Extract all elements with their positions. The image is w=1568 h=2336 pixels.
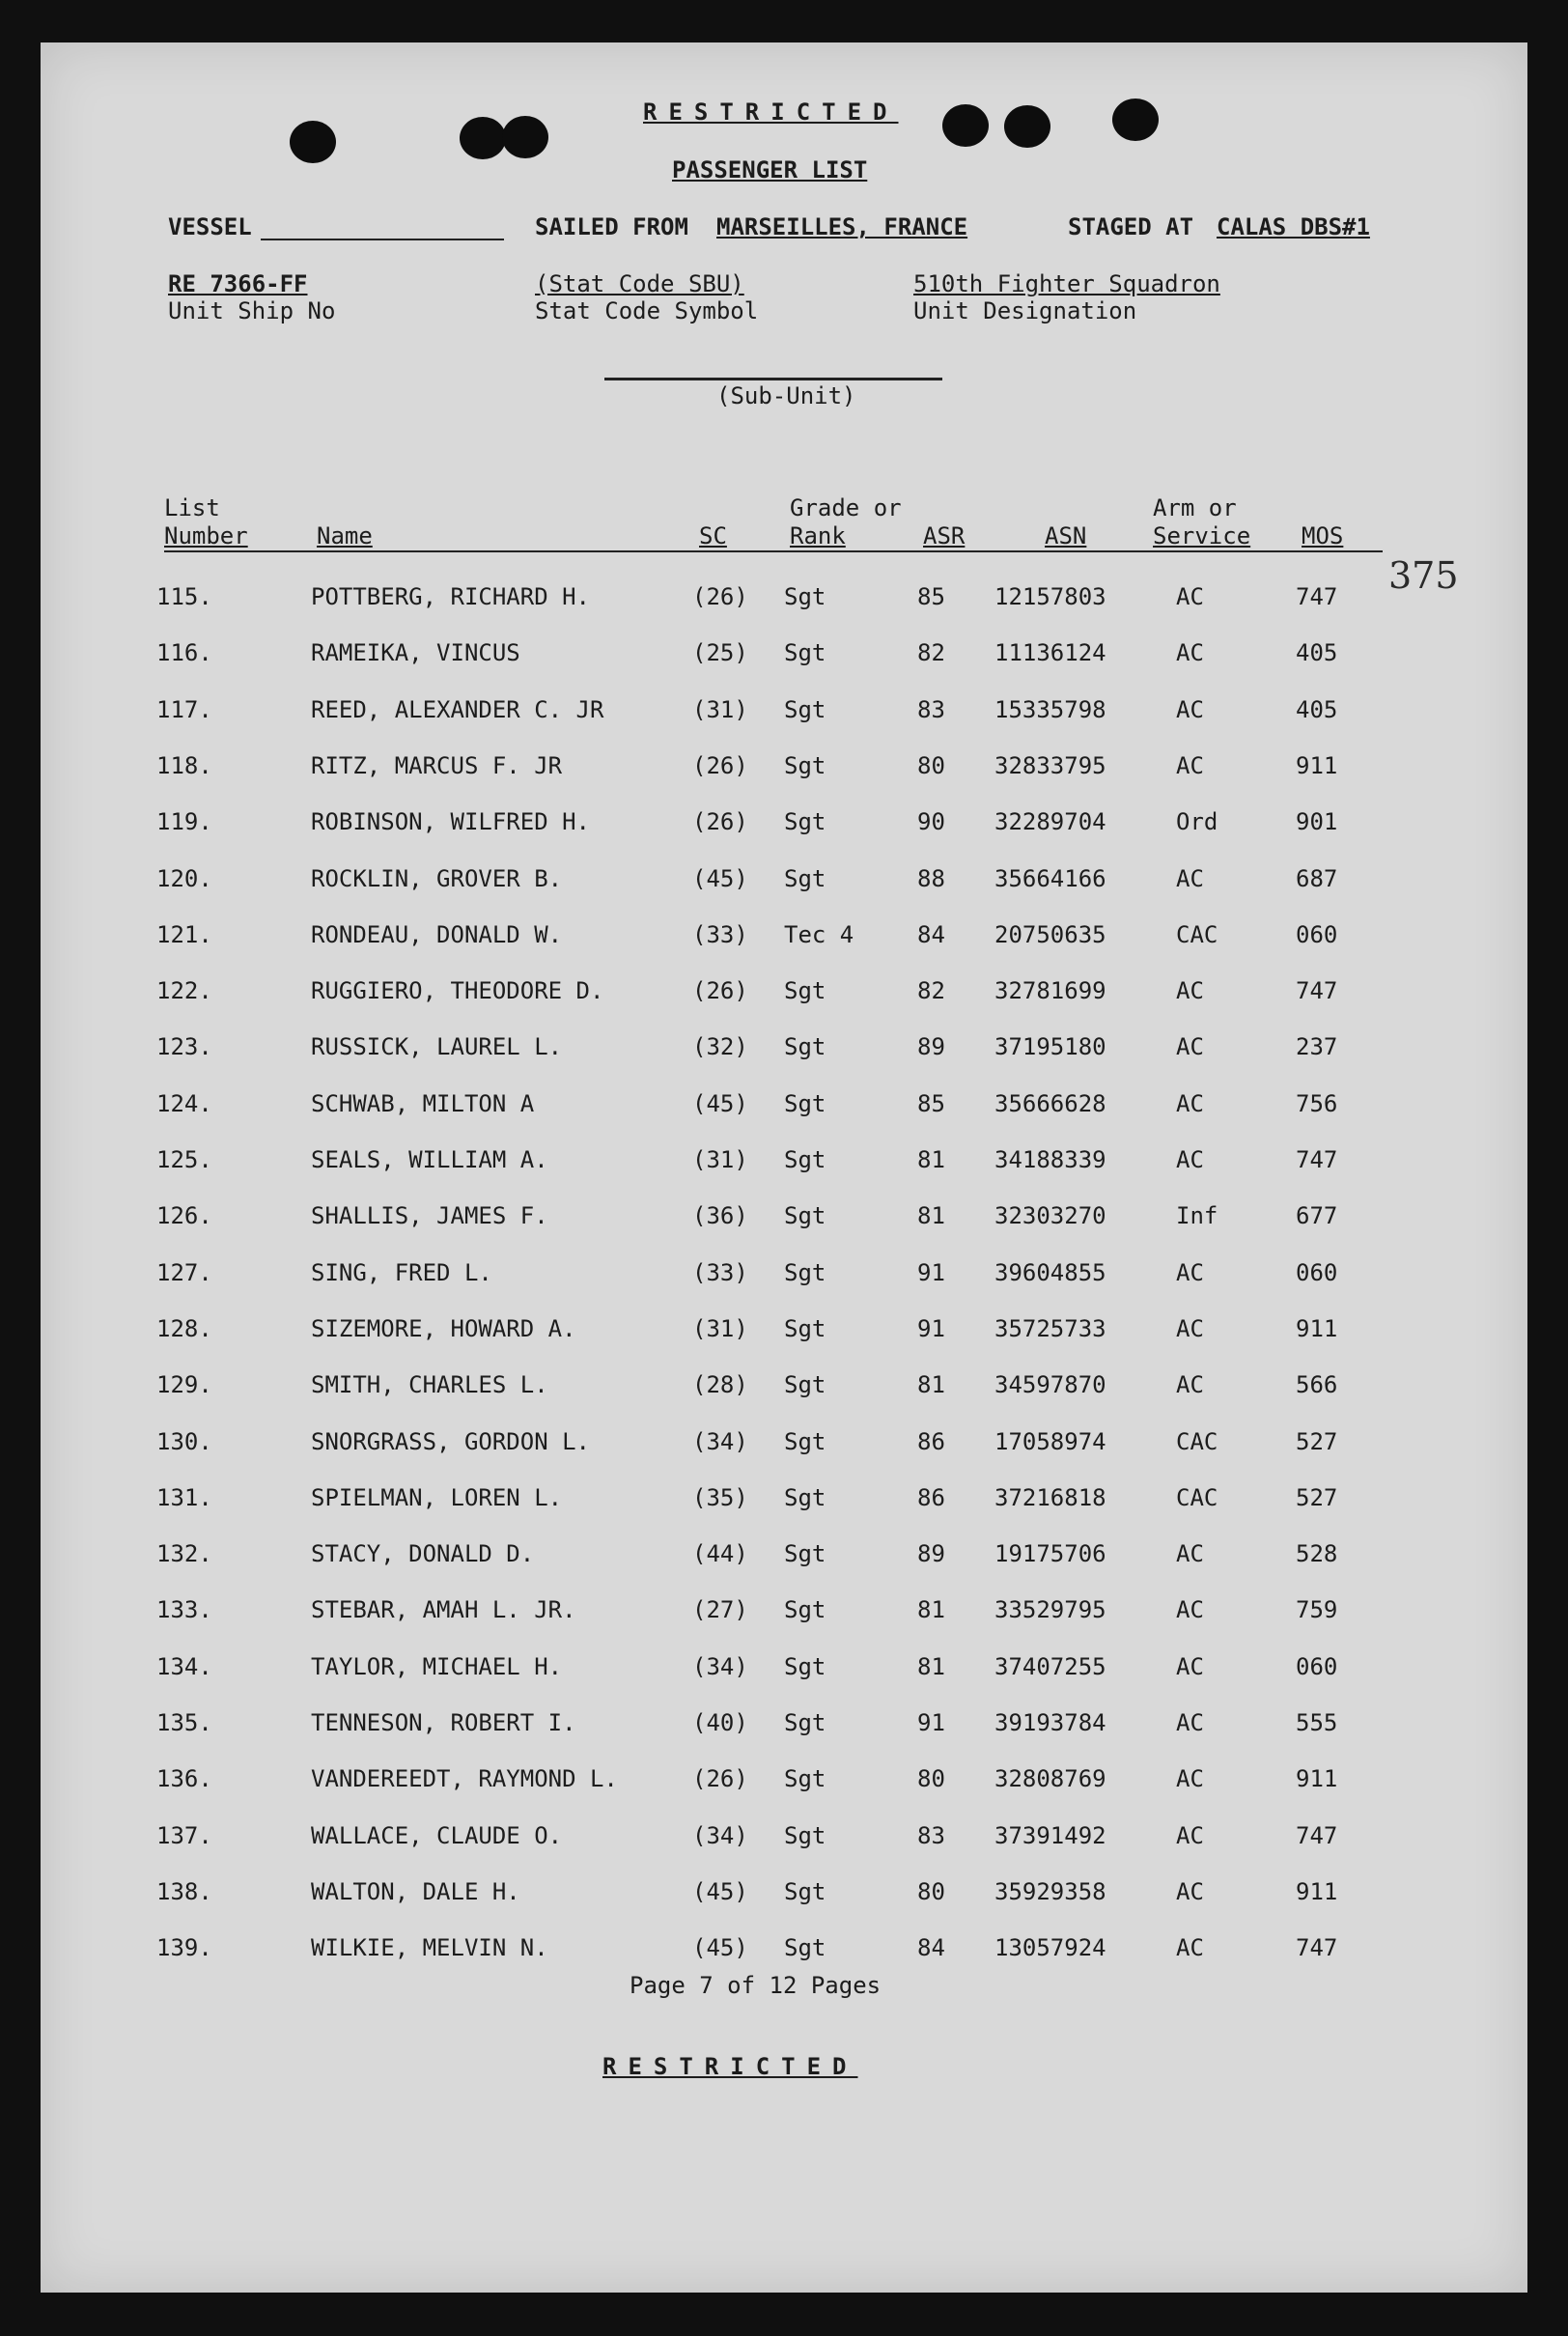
cell-mos: 405	[1296, 695, 1338, 723]
cell-mos: 677	[1296, 1202, 1338, 1230]
cell-sc: (34)	[692, 1652, 748, 1680]
cell-asr: 82	[917, 977, 945, 1005]
cell-name: ROCKLIN, GROVER B.	[311, 864, 563, 892]
cell-grade: Sgt	[784, 751, 826, 779]
cell-asn: 35664166	[994, 864, 1106, 892]
cell-mos: 060	[1296, 1258, 1338, 1286]
cell-grade: Sgt	[784, 1709, 826, 1736]
cell-asr: 80	[917, 751, 945, 779]
cell-arm-service: CAC	[1176, 920, 1218, 948]
cell-name: WALLACE, CLAUDE O.	[311, 1821, 563, 1849]
cell-mos: 911	[1296, 751, 1338, 779]
cell-mos: 566	[1296, 1371, 1338, 1399]
cell-name: SIZEMORE, HOWARD A.	[311, 1314, 576, 1342]
cell-mos: 237	[1296, 1033, 1338, 1061]
cell-arm-service: AC	[1176, 864, 1204, 892]
cell-sc: (31)	[692, 695, 748, 723]
cell-arm-service: Inf	[1176, 1202, 1218, 1230]
cell-asn: 19175706	[994, 1540, 1106, 1568]
cell-arm-service: AC	[1176, 1146, 1204, 1173]
table-row	[41, 1371, 1527, 1410]
cell-grade: Sgt	[784, 695, 826, 723]
cell-arm-service: CAC	[1176, 1483, 1218, 1511]
cell-asr: 81	[917, 1371, 945, 1399]
cell-sc: (31)	[692, 1146, 748, 1173]
document-page	[41, 42, 1527, 2293]
cell-name: TAYLOR, MICHAEL H.	[311, 1652, 563, 1680]
cell-name: WALTON, DALE H.	[311, 1877, 520, 1905]
cell-grade: Sgt	[784, 1033, 826, 1061]
cell-arm-service: CAC	[1176, 1427, 1218, 1455]
sailed-from-label: SAILED FROM	[535, 213, 688, 240]
cell-grade: Sgt	[784, 1089, 826, 1117]
stat-code-label: Stat Code Symbol	[535, 297, 759, 324]
table-row	[41, 1315, 1527, 1354]
cell-sc: (26)	[692, 583, 748, 610]
cell-asn: 32289704	[994, 808, 1106, 836]
cell-mos: 911	[1296, 1765, 1338, 1793]
cell-mos: 747	[1296, 977, 1338, 1005]
cell-sc: (40)	[692, 1709, 748, 1736]
punch-hole	[502, 116, 548, 158]
table-row	[41, 1146, 1527, 1185]
cell-list-number: 117.	[156, 695, 212, 723]
col-grade-line2: Rank	[790, 522, 846, 549]
cell-list-number: 136.	[156, 1765, 212, 1793]
cell-name: RAMEIKA, VINCUS	[311, 639, 520, 667]
page-stamp-number: 375	[1388, 554, 1459, 597]
cell-grade: Sgt	[784, 864, 826, 892]
col-asn: ASN	[1045, 522, 1087, 549]
cell-grade: Sgt	[784, 1540, 826, 1568]
cell-mos: 060	[1296, 1652, 1338, 1680]
cell-name: RUGGIERO, THEODORE D.	[311, 977, 604, 1005]
punch-hole	[1004, 105, 1050, 148]
cell-mos: 911	[1296, 1314, 1338, 1342]
cell-asr: 89	[917, 1033, 945, 1061]
table-row	[41, 808, 1527, 847]
table-row	[41, 1259, 1527, 1298]
table-row	[41, 583, 1527, 622]
cell-asn: 39604855	[994, 1258, 1106, 1286]
cell-name: STEBAR, AMAH L. JR.	[311, 1596, 576, 1624]
cell-arm-service: AC	[1176, 1258, 1204, 1286]
table-row	[41, 752, 1527, 791]
cell-asn: 11136124	[994, 639, 1106, 667]
cell-name: SPIELMAN, LOREN L.	[311, 1483, 563, 1511]
cell-name: SEALS, WILLIAM A.	[311, 1146, 548, 1173]
cell-mos: 687	[1296, 864, 1338, 892]
cell-grade: Sgt	[784, 1371, 826, 1399]
cell-asn: 15335798	[994, 695, 1106, 723]
sailed-from-value: MARSEILLES, FRANCE	[716, 213, 968, 240]
cell-asn: 37216818	[994, 1483, 1106, 1511]
cell-asn: 34188339	[994, 1146, 1106, 1173]
table-row	[41, 696, 1527, 735]
cell-asr: 83	[917, 695, 945, 723]
cell-mos: 060	[1296, 920, 1338, 948]
cell-sc: (45)	[692, 864, 748, 892]
cell-grade: Sgt	[784, 1146, 826, 1173]
table-row	[41, 1596, 1527, 1635]
cell-name: REED, ALEXANDER C. JR	[311, 695, 604, 723]
cell-grade: Sgt	[784, 1258, 826, 1286]
cell-list-number: 138.	[156, 1877, 212, 1905]
table-row	[41, 1033, 1527, 1072]
cell-name: WILKIE, MELVIN N.	[311, 1934, 548, 1962]
cell-asr: 91	[917, 1258, 945, 1286]
table-row	[41, 977, 1527, 1016]
cell-sc: (34)	[692, 1821, 748, 1849]
cell-name: RITZ, MARCUS F. JR	[311, 751, 563, 779]
cell-name: SCHWAB, MILTON A	[311, 1089, 535, 1117]
cell-asn: 34597870	[994, 1371, 1106, 1399]
cell-list-number: 122.	[156, 977, 212, 1005]
table-row	[41, 1428, 1527, 1467]
cell-asn: 12157803	[994, 583, 1106, 610]
cell-sc: (26)	[692, 1765, 748, 1793]
cell-list-number: 116.	[156, 639, 212, 667]
cell-arm-service: AC	[1176, 1934, 1204, 1962]
cell-asr: 89	[917, 1540, 945, 1568]
cell-grade: Sgt	[784, 1934, 826, 1962]
sub-unit-line	[604, 378, 942, 380]
cell-grade: Tec 4	[784, 920, 854, 948]
punch-hole	[942, 104, 989, 147]
cell-grade: Sgt	[784, 1596, 826, 1624]
cell-asr: 91	[917, 1709, 945, 1736]
cell-asr: 81	[917, 1202, 945, 1230]
cell-sc: (32)	[692, 1033, 748, 1061]
cell-grade: Sgt	[784, 1202, 826, 1230]
cell-asn: 35725733	[994, 1314, 1106, 1342]
cell-arm-service: AC	[1176, 1877, 1204, 1905]
cell-sc: (34)	[692, 1427, 748, 1455]
cell-sc: (33)	[692, 920, 748, 948]
cell-grade: Sgt	[784, 1483, 826, 1511]
punch-hole	[1112, 99, 1159, 141]
cell-name: SMITH, CHARLES L.	[311, 1371, 548, 1399]
cell-list-number: 130.	[156, 1427, 212, 1455]
page-count: Page 7 of 12 Pages	[630, 1972, 882, 1999]
cell-arm-service: AC	[1176, 695, 1204, 723]
unit-designation: 510th Fighter Squadron	[913, 270, 1220, 297]
vessel-blank-line	[261, 239, 504, 240]
cell-mos: 555	[1296, 1709, 1338, 1736]
cell-arm-service: AC	[1176, 583, 1204, 610]
cell-list-number: 125.	[156, 1146, 212, 1173]
cell-list-number: 128.	[156, 1314, 212, 1342]
cell-asr: 85	[917, 1089, 945, 1117]
cell-asr: 82	[917, 639, 945, 667]
cell-arm-service: AC	[1176, 977, 1204, 1005]
cell-grade: Sgt	[784, 1765, 826, 1793]
cell-arm-service: AC	[1176, 1821, 1204, 1849]
cell-asn: 17058974	[994, 1427, 1106, 1455]
table-row	[41, 921, 1527, 960]
classification-footer: RESTRICTED	[602, 2053, 858, 2080]
cell-asn: 32808769	[994, 1765, 1106, 1793]
cell-asr: 85	[917, 583, 945, 610]
cell-list-number: 119.	[156, 808, 212, 836]
table-row	[41, 865, 1527, 904]
cell-list-number: 131.	[156, 1483, 212, 1511]
cell-list-number: 124.	[156, 1089, 212, 1117]
cell-sc: (45)	[692, 1877, 748, 1905]
table-row	[41, 1202, 1527, 1241]
cell-list-number: 133.	[156, 1596, 212, 1624]
cell-asr: 80	[917, 1877, 945, 1905]
classification-header: RESTRICTED	[643, 99, 899, 126]
cell-arm-service: AC	[1176, 1314, 1204, 1342]
cell-asn: 32781699	[994, 977, 1106, 1005]
cell-name: SNORGRASS, GORDON L.	[311, 1427, 590, 1455]
col-grade-line1: Grade or	[790, 494, 902, 521]
col-asr: ASR	[923, 522, 966, 549]
col-mos: MOS	[1302, 522, 1344, 549]
cell-arm-service: AC	[1176, 1089, 1204, 1117]
cell-mos: 747	[1296, 1146, 1338, 1173]
cell-name: TENNESON, ROBERT I.	[311, 1709, 576, 1736]
cell-mos: 901	[1296, 808, 1338, 836]
vessel-label: VESSEL	[168, 213, 252, 240]
cell-grade: Sgt	[784, 1652, 826, 1680]
cell-asr: 81	[917, 1596, 945, 1624]
cell-arm-service: AC	[1176, 1765, 1204, 1793]
cell-sc: (27)	[692, 1596, 748, 1624]
cell-name: POTTBERG, RICHARD H.	[311, 583, 590, 610]
cell-list-number: 127.	[156, 1258, 212, 1286]
cell-grade: Sgt	[784, 1821, 826, 1849]
table-row	[41, 1822, 1527, 1861]
cell-list-number: 123.	[156, 1033, 212, 1061]
cell-grade: Sgt	[784, 1427, 826, 1455]
table-row	[41, 1090, 1527, 1129]
cell-list-number: 132.	[156, 1540, 212, 1568]
cell-mos: 405	[1296, 639, 1338, 667]
cell-sc: (26)	[692, 977, 748, 1005]
cell-sc: (45)	[692, 1934, 748, 1962]
staged-at-label: STAGED AT	[1068, 213, 1194, 240]
cell-asr: 81	[917, 1146, 945, 1173]
cell-list-number: 139.	[156, 1934, 212, 1962]
cell-asn: 37407255	[994, 1652, 1106, 1680]
table-row	[41, 639, 1527, 678]
cell-list-number: 120.	[156, 864, 212, 892]
cell-mos: 759	[1296, 1596, 1338, 1624]
cell-name: SING, FRED L.	[311, 1258, 492, 1286]
unit-ship-no-label: Unit Ship No	[168, 297, 336, 324]
cell-arm-service: AC	[1176, 1652, 1204, 1680]
cell-name: RUSSICK, LAUREL L.	[311, 1033, 563, 1061]
col-arm-line1: Arm or	[1153, 494, 1237, 521]
staged-at-value: CALAS DBS#1	[1217, 213, 1370, 240]
cell-name: ROBINSON, WILFRED H.	[311, 808, 590, 836]
cell-mos: 747	[1296, 583, 1338, 610]
col-arm-line2: Service	[1153, 522, 1251, 549]
cell-sc: (28)	[692, 1371, 748, 1399]
cell-grade: Sgt	[784, 977, 826, 1005]
col-sc: SC	[699, 522, 727, 549]
cell-list-number: 115.	[156, 583, 212, 610]
cell-arm-service: AC	[1176, 1596, 1204, 1624]
cell-list-number: 121.	[156, 920, 212, 948]
cell-name: VANDEREEDT, RAYMOND L.	[311, 1765, 618, 1793]
cell-arm-service: AC	[1176, 1540, 1204, 1568]
table-row	[41, 1540, 1527, 1579]
cell-arm-service: AC	[1176, 1709, 1204, 1736]
cell-sc: (36)	[692, 1202, 748, 1230]
cell-list-number: 137.	[156, 1821, 212, 1849]
cell-sc: (26)	[692, 808, 748, 836]
cell-arm-service: Ord	[1176, 808, 1218, 836]
cell-asn: 35929358	[994, 1877, 1106, 1905]
cell-sc: (33)	[692, 1258, 748, 1286]
cell-asr: 83	[917, 1821, 945, 1849]
document-title: PASSENGER LIST	[672, 156, 868, 183]
cell-mos: 911	[1296, 1877, 1338, 1905]
cell-asn: 32303270	[994, 1202, 1106, 1230]
cell-grade: Sgt	[784, 1314, 826, 1342]
cell-asn: 35666628	[994, 1089, 1106, 1117]
cell-asn: 20750635	[994, 920, 1106, 948]
cell-asr: 86	[917, 1483, 945, 1511]
cell-sc: (25)	[692, 639, 748, 667]
cell-sc: (45)	[692, 1089, 748, 1117]
cell-asn: 33529795	[994, 1596, 1106, 1624]
table-row	[41, 1653, 1527, 1692]
cell-asr: 90	[917, 808, 945, 836]
sub-unit-label: (Sub-Unit)	[716, 382, 856, 409]
cell-mos: 747	[1296, 1821, 1338, 1849]
table-row	[41, 1765, 1527, 1804]
cell-asr: 84	[917, 1934, 945, 1962]
table-row	[41, 1878, 1527, 1917]
cell-sc: (35)	[692, 1483, 748, 1511]
cell-grade: Sgt	[784, 583, 826, 610]
punch-hole	[460, 117, 506, 159]
cell-asn: 37391492	[994, 1821, 1106, 1849]
cell-asr: 91	[917, 1314, 945, 1342]
col-list-number-line2: Number	[164, 522, 248, 549]
col-name: Name	[317, 522, 373, 549]
cell-sc: (44)	[692, 1540, 748, 1568]
cell-list-number: 134.	[156, 1652, 212, 1680]
cell-asn: 39193784	[994, 1709, 1106, 1736]
unit-designation-label: Unit Designation	[913, 297, 1137, 324]
cell-asr: 86	[917, 1427, 945, 1455]
cell-asr: 81	[917, 1652, 945, 1680]
cell-mos: 756	[1296, 1089, 1338, 1117]
cell-sc: (26)	[692, 751, 748, 779]
cell-name: SHALLIS, JAMES F.	[311, 1202, 548, 1230]
cell-mos: 747	[1296, 1934, 1338, 1962]
table-row	[41, 1934, 1527, 1973]
col-list-number-line1: List	[164, 494, 220, 521]
cell-list-number: 126.	[156, 1202, 212, 1230]
header-rule	[164, 550, 1383, 552]
cell-sc: (31)	[692, 1314, 748, 1342]
cell-grade: Sgt	[784, 1877, 826, 1905]
cell-name: RONDEAU, DONALD W.	[311, 920, 563, 948]
cell-mos: 527	[1296, 1427, 1338, 1455]
cell-list-number: 129.	[156, 1371, 212, 1399]
cell-asr: 88	[917, 864, 945, 892]
stat-code: (Stat Code SBU)	[535, 270, 744, 297]
cell-asr: 80	[917, 1765, 945, 1793]
table-row	[41, 1709, 1527, 1748]
cell-grade: Sgt	[784, 639, 826, 667]
cell-grade: Sgt	[784, 808, 826, 836]
table-row	[41, 1484, 1527, 1523]
punch-hole	[290, 121, 336, 163]
unit-ship-no: RE 7366-FF	[168, 270, 308, 297]
cell-mos: 528	[1296, 1540, 1338, 1568]
cell-arm-service: AC	[1176, 1371, 1204, 1399]
cell-list-number: 135.	[156, 1709, 212, 1736]
cell-asn: 37195180	[994, 1033, 1106, 1061]
cell-arm-service: AC	[1176, 1033, 1204, 1061]
cell-arm-service: AC	[1176, 751, 1204, 779]
cell-mos: 527	[1296, 1483, 1338, 1511]
cell-arm-service: AC	[1176, 639, 1204, 667]
cell-asn: 32833795	[994, 751, 1106, 779]
cell-asr: 84	[917, 920, 945, 948]
cell-name: STACY, DONALD D.	[311, 1540, 535, 1568]
cell-list-number: 118.	[156, 751, 212, 779]
cell-asn: 13057924	[994, 1934, 1106, 1962]
